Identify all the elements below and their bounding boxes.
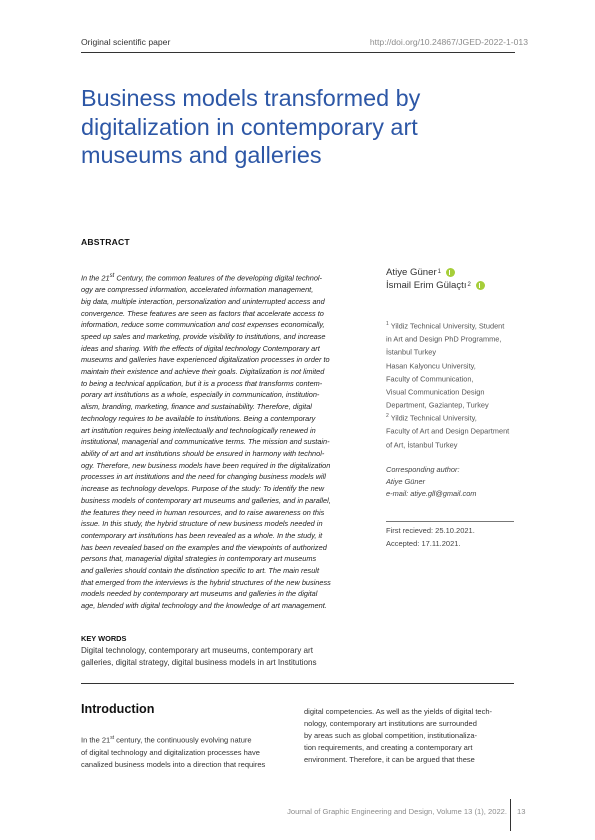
text-run: century, the continuously evolving nature (114, 735, 252, 745)
text-run: convergence. These features are seen as factors that accelerate access to (81, 308, 324, 318)
abstract-line (81, 413, 364, 425)
orcid-icon[interactable] (446, 268, 455, 277)
abstract-line (81, 507, 364, 519)
introduction-heading: Introduction (81, 702, 155, 716)
body-text-line: nology, contemporary art institutions are surrounded (304, 719, 477, 728)
text-run: has been revealed based on the examples and the viewpoints of authorized (81, 542, 327, 552)
text-run: business models of contemporary art museums and galleries, and in parallel, (81, 495, 331, 505)
text-run: maintain their existence and achieve their goals. Digitalization is not limited (81, 367, 325, 377)
affiliation-line (386, 411, 526, 424)
text-run: the features they need in human resources, and to raise awareness on this (81, 507, 325, 517)
abstract-line (81, 542, 364, 554)
accepted-date: Accepted: 17.11.2021. (386, 538, 461, 548)
author-name: Atiye Güner (386, 267, 437, 278)
abstract-line (81, 436, 364, 448)
corresponding-email[interactable]: e-mail: atiye.gll@gmail.com (386, 489, 477, 499)
title-line: digitalization in contemporary art (81, 113, 418, 140)
abstract-line (81, 553, 364, 565)
affiliation-line (386, 438, 526, 451)
text-run: ability of art and art institutions should be ensured in harmony with technol- (81, 448, 325, 458)
affiliation-text: Hasan Kalyoncu University, (386, 360, 476, 370)
corresponding-author (386, 464, 476, 501)
text-run: museums and galleries have experienced digitalization processes in order to (81, 355, 330, 365)
text-run: Century, the common features of the developing digital technol- (114, 273, 323, 283)
abstract-line (81, 308, 364, 320)
section-rule (81, 683, 514, 684)
abstract-line (81, 518, 364, 530)
text-run: technology requires to be available to institutions. Being a contemporary (81, 413, 316, 423)
keywords-body (81, 645, 371, 669)
text-run: information, reduce some communication and cost expenses economically, (81, 320, 325, 330)
header-rule (81, 52, 515, 53)
text-run: institutional, managerial and communicative terms. The mission and sustain- (81, 437, 330, 447)
affiliation-line (386, 424, 526, 437)
abstract-line (81, 378, 364, 390)
abstract-line (81, 448, 364, 460)
introduction-left-column (81, 732, 286, 771)
paper-type-label: Original scientific paper (81, 37, 171, 47)
abstract-line (81, 600, 364, 612)
keywords-line: Digital technology, contemporary art museums, contemporary art (81, 646, 313, 655)
superscript: st (110, 735, 115, 741)
abstract-line (81, 296, 364, 308)
text-run: speed up sales and marketing, provide visibility to institutions, and increase (81, 331, 326, 341)
body-text-line: by areas such as global competition, institutionaliza- (304, 731, 478, 740)
orcid-icon[interactable] (476, 281, 485, 290)
affiliation-text: in Art and Design PhD Programme, (386, 334, 502, 344)
affiliation-text: Faculty of Communication, (386, 374, 474, 384)
affiliation-text: Faculty of Art and Design Department (386, 426, 510, 436)
abstract-line (81, 354, 364, 366)
abstract-line (81, 471, 364, 483)
abstract-line (81, 389, 364, 401)
text-run: porary art institutions as a whole, especially in communication, institution- (81, 390, 320, 400)
text-run: increase as technology develops. Purpose of the study: To identify the new (81, 484, 325, 494)
body-text-line (81, 732, 286, 747)
affiliation-text: Yildiz Technical University, Student (388, 321, 505, 331)
affiliation-line (386, 319, 526, 332)
abstract-line (81, 284, 364, 296)
superscript: st (109, 272, 115, 279)
dates-rule (386, 521, 514, 522)
text-run: art institution requires being intellectually and technologically renewed in (81, 425, 316, 435)
abstract-heading: ABSTRACT (81, 237, 130, 247)
text-run: processes in art institutions and the need for changing business models will (81, 472, 326, 482)
text-run: persons that, managerial digital strategies in contemporary art museums (81, 554, 317, 564)
affiliation-line (386, 398, 526, 411)
affiliation-marker: 2 (386, 413, 389, 420)
title-line: museums and galleries (81, 142, 322, 168)
abstract-line (81, 366, 364, 378)
keywords-line: galleries, digital strategy, digital business models in art Institutions (81, 657, 317, 667)
text-run: contemporary art institutions has been revealed as a whole. In the study, it (81, 530, 323, 540)
abstract-line (81, 270, 364, 284)
affiliation-text: Yildiz Technical University, (388, 413, 477, 423)
affiliation-text: of Art, İstanbul Turkey (386, 440, 458, 450)
text-run: In the 21 (81, 735, 111, 745)
affiliation-text: İstanbul Turkey (386, 347, 437, 357)
abstract-line (81, 565, 364, 577)
author-name: İsmail Erim Gülaçtı (386, 280, 467, 291)
abstract-line (81, 401, 364, 413)
text-run: ogy. Therefore, new business models have been required in the digitalization (81, 460, 331, 470)
text-run: of digital technology and digitalization processes have (81, 747, 260, 757)
text-run: to being a technical application, but it is a process that transforms contem- (81, 378, 323, 388)
abstract-line (81, 460, 364, 472)
abstract-line (81, 495, 364, 507)
abstract-body (81, 270, 364, 612)
keywords-heading: KEY WORDS (81, 634, 127, 643)
abstract-line (81, 425, 364, 437)
text-run: issue. In this study, the hybrid structure of new business models needed in (81, 519, 323, 529)
author-affiliation-marker: 2 (467, 282, 471, 288)
affiliation-line (386, 345, 526, 358)
text-run: alism, branding, marketing, finance and sustainability. Therefore, digital (81, 402, 312, 412)
abstract-line (81, 483, 364, 495)
affiliation-line (386, 372, 526, 385)
corresponding-label: Corresponding author: (386, 465, 460, 474)
received-date: First recieved: 25.10.2021. (386, 526, 475, 535)
text-run: In the 21 (81, 273, 110, 283)
footer-divider (510, 799, 511, 831)
author (386, 266, 485, 279)
text-run: big data, multiple interaction, personalization and uninterrupted access and (81, 296, 325, 306)
corresponding-name: Atiye Güner (386, 477, 426, 487)
submission-dates (386, 525, 475, 551)
body-text-line: environment. Therefore, it can be argued that these (304, 755, 475, 764)
body-text-line: tion requirements, and creating a contemporary art (304, 743, 473, 752)
abstract-line (81, 343, 364, 355)
abstract-line (81, 319, 364, 331)
text-run: and galleries should contain the distinction specific to art. The main result (81, 566, 319, 576)
article-title (81, 84, 501, 170)
affiliation-line (386, 385, 526, 398)
author (386, 279, 485, 292)
journal-footer: Journal of Graphic Engineering and Design, Volume 13 (1), 2022. (287, 807, 507, 816)
text-run: models needed by contemporary art museums and galleries in the digital (81, 589, 318, 599)
author-affiliation-marker: 1 (437, 269, 442, 275)
doi-link[interactable]: http://doi.org/10.24867/JGED-2022-1-013 (369, 37, 528, 47)
body-text-line: digital competencies. As well as the yields of digital tech- (304, 707, 493, 716)
affiliation-line (386, 332, 526, 345)
author-list (386, 266, 485, 292)
body-text-line (81, 747, 286, 759)
text-run: canalized business models into a direction that requires (81, 759, 266, 769)
abstract-line (81, 331, 364, 343)
affiliations (386, 319, 526, 451)
affiliation-text: Visual Communication Design (386, 387, 485, 397)
title-line: Business models transformed by (81, 85, 421, 111)
introduction-right-column (304, 706, 516, 766)
abstract-line (81, 577, 364, 589)
affiliation-marker: 1 (386, 321, 389, 327)
abstract-line (81, 530, 364, 542)
page-number: 13 (517, 807, 526, 816)
text-run: age, blended with digital technology and the knowledge of art management. (81, 601, 327, 611)
text-run: ogy are compressed information, accelerated information management, (81, 285, 314, 295)
affiliation-line (386, 359, 526, 372)
body-text-line (81, 759, 286, 771)
affiliation-text: Department, Gaziantep, Turkey (386, 400, 489, 410)
abstract-line (81, 588, 364, 600)
text-run: ideas and sharing. With the effects of digital technology Contemporary art (81, 343, 320, 353)
text-run: that emerged from the interviews is the hybrid structures of the new business (81, 577, 331, 587)
